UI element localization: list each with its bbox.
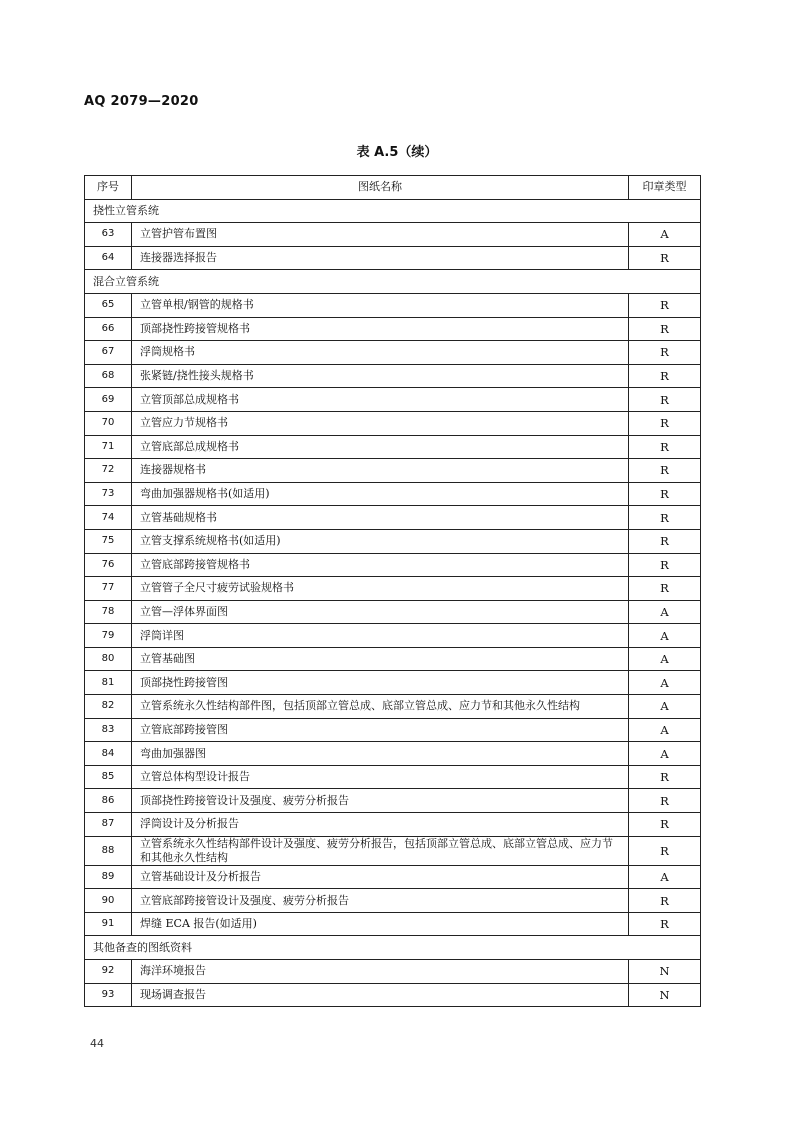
- table-row: [85, 341, 701, 365]
- row-number: 91: [85, 912, 132, 936]
- table-row: [85, 223, 701, 247]
- drawing-name: 焊缝 ECA 报告(如适用): [132, 912, 629, 936]
- table-row: [85, 293, 701, 317]
- drawing-name: 立管—浮体界面图: [132, 600, 629, 624]
- seal-type: R: [629, 317, 701, 341]
- drawing-name: 立管支撑系统规格书(如适用): [132, 529, 629, 553]
- table-row: [85, 718, 701, 742]
- row-number: 93: [85, 983, 132, 1007]
- page-number: 44: [90, 1037, 104, 1050]
- seal-type: R: [629, 836, 701, 865]
- table-row: [85, 577, 701, 601]
- row-number: 87: [85, 813, 132, 837]
- drawing-name: 立管单根/钢管的规格书: [132, 293, 629, 317]
- table-row: [85, 624, 701, 648]
- seal-type: R: [629, 246, 701, 270]
- seal-type: R: [629, 435, 701, 459]
- drawing-name: 立管管子全尺寸疲劳试验规格书: [132, 577, 629, 601]
- seal-type: R: [629, 459, 701, 483]
- table-row: [85, 912, 701, 936]
- row-number: 68: [85, 364, 132, 388]
- drawing-name: 连接器选择报告: [132, 246, 629, 270]
- table-title: 表 A.5（续）: [356, 145, 438, 160]
- drawing-name: 现场调查报告: [132, 983, 629, 1007]
- row-number: 89: [85, 865, 132, 889]
- drawing-name: 顶部挠性跨接管规格书: [132, 317, 629, 341]
- drawing-name: 立管底部总成规格书: [132, 435, 629, 459]
- table-row: [85, 246, 701, 270]
- row-number: 74: [85, 506, 132, 530]
- table-row: [85, 364, 701, 388]
- table-row: [85, 889, 701, 913]
- seal-type: A: [629, 671, 701, 695]
- drawing-name: 浮筒设计及分析报告: [132, 813, 629, 837]
- row-number: 76: [85, 553, 132, 577]
- drawing-name: 立管底部跨接管规格书: [132, 553, 629, 577]
- seal-type: A: [629, 695, 701, 719]
- table-row: [85, 529, 701, 553]
- seal-type: R: [629, 506, 701, 530]
- table-row: [85, 836, 701, 865]
- seal-type: N: [629, 960, 701, 984]
- seal-type: R: [629, 813, 701, 837]
- row-number: 92: [85, 960, 132, 984]
- row-number: 80: [85, 647, 132, 671]
- drawing-name: 顶部挠性跨接管设计及强度、疲劳分析报告: [132, 789, 629, 813]
- section-title: 混合立管系统: [85, 270, 701, 294]
- row-number: 71: [85, 435, 132, 459]
- drawing-name: 立管系统永久性结构部件设计及强度、疲劳分析报告，包括顶部立管总成、底部立管总成、应力节和其他永久性结构: [132, 836, 629, 865]
- drawing-name: 浮筒详图: [132, 624, 629, 648]
- seal-type: A: [629, 600, 701, 624]
- table-row: [85, 742, 701, 766]
- table-row: [85, 411, 701, 435]
- row-number: 65: [85, 293, 132, 317]
- table-row: [85, 865, 701, 889]
- section-title: 其他备查的图纸资料: [85, 936, 701, 960]
- drawing-name: 连接器规格书: [132, 459, 629, 483]
- row-number: 81: [85, 671, 132, 695]
- table-row: [85, 388, 701, 412]
- section-row: [85, 270, 701, 294]
- drawing-name: 立管总体构型设计报告: [132, 765, 629, 789]
- column-header-no: 序号: [85, 176, 132, 200]
- drawing-name: 立管底部跨接管图: [132, 718, 629, 742]
- table-row: [85, 317, 701, 341]
- drawing-name: 顶部挠性跨接管图: [132, 671, 629, 695]
- drawing-name: 张紧链/挠性接头规格书: [132, 364, 629, 388]
- drawing-name: 海洋环境报告: [132, 960, 629, 984]
- seal-type: A: [629, 223, 701, 247]
- row-number: 64: [85, 246, 132, 270]
- seal-type: R: [629, 789, 701, 813]
- seal-type: R: [629, 529, 701, 553]
- row-number: 86: [85, 789, 132, 813]
- table-row: [85, 600, 701, 624]
- table-row: [85, 647, 701, 671]
- seal-type: R: [629, 293, 701, 317]
- table-row: [85, 553, 701, 577]
- seal-type: R: [629, 364, 701, 388]
- drawing-name: 浮筒规格书: [132, 341, 629, 365]
- table-header-row: [85, 176, 701, 200]
- row-number: 67: [85, 341, 132, 365]
- row-number: 70: [85, 411, 132, 435]
- seal-type: R: [629, 482, 701, 506]
- drawing-name: 立管基础规格书: [132, 506, 629, 530]
- drawings-table: [84, 175, 701, 1007]
- table-row: [85, 983, 701, 1007]
- table-row: [85, 813, 701, 837]
- column-header-name: 图纸名称: [132, 176, 629, 200]
- seal-type: A: [629, 742, 701, 766]
- drawing-name: 立管底部跨接管设计及强度、疲劳分析报告: [132, 889, 629, 913]
- seal-type: R: [629, 889, 701, 913]
- table-row: [85, 789, 701, 813]
- section-row: [85, 936, 701, 960]
- section-row: [85, 199, 701, 223]
- row-number: 73: [85, 482, 132, 506]
- drawing-name: 立管基础设计及分析报告: [132, 865, 629, 889]
- seal-type: R: [629, 411, 701, 435]
- row-number: 66: [85, 317, 132, 341]
- column-header-seal: 印章类型: [629, 176, 701, 200]
- seal-type: R: [629, 553, 701, 577]
- drawing-name: 立管系统永久性结构部件图，包括顶部立管总成、底部立管总成、应力节和其他永久性结构: [132, 695, 629, 719]
- row-number: 75: [85, 529, 132, 553]
- drawing-name: 立管应力节规格书: [132, 411, 629, 435]
- row-number: 83: [85, 718, 132, 742]
- table-row: [85, 671, 701, 695]
- seal-type: R: [629, 388, 701, 412]
- seal-type: A: [629, 624, 701, 648]
- row-number: 82: [85, 695, 132, 719]
- seal-type: R: [629, 341, 701, 365]
- drawing-name: 弯曲加强器规格书(如适用): [132, 482, 629, 506]
- drawing-name: 弯曲加强器图: [132, 742, 629, 766]
- drawing-name: 立管顶部总成规格书: [132, 388, 629, 412]
- row-number: 79: [85, 624, 132, 648]
- row-number: 84: [85, 742, 132, 766]
- seal-type: N: [629, 983, 701, 1007]
- drawing-name: 立管护管布置图: [132, 223, 629, 247]
- seal-type: A: [629, 718, 701, 742]
- table-row: [85, 506, 701, 530]
- row-number: 90: [85, 889, 132, 913]
- row-number: 78: [85, 600, 132, 624]
- table-body: [85, 199, 701, 1007]
- seal-type: A: [629, 647, 701, 671]
- table-row: [85, 960, 701, 984]
- row-number: 77: [85, 577, 132, 601]
- drawing-name: 立管基础图: [132, 647, 629, 671]
- row-number: 63: [85, 223, 132, 247]
- seal-type: R: [629, 765, 701, 789]
- table-row: [85, 695, 701, 719]
- seal-type: R: [629, 912, 701, 936]
- table-row: [85, 765, 701, 789]
- row-number: 72: [85, 459, 132, 483]
- seal-type: A: [629, 865, 701, 889]
- table-row: [85, 482, 701, 506]
- section-title: 挠性立管系统: [85, 199, 701, 223]
- standard-code: AQ 2079—2020: [84, 94, 199, 109]
- row-number: 69: [85, 388, 132, 412]
- table-row: [85, 459, 701, 483]
- table-row: [85, 435, 701, 459]
- seal-type: R: [629, 577, 701, 601]
- row-number: 88: [85, 836, 132, 865]
- row-number: 85: [85, 765, 132, 789]
